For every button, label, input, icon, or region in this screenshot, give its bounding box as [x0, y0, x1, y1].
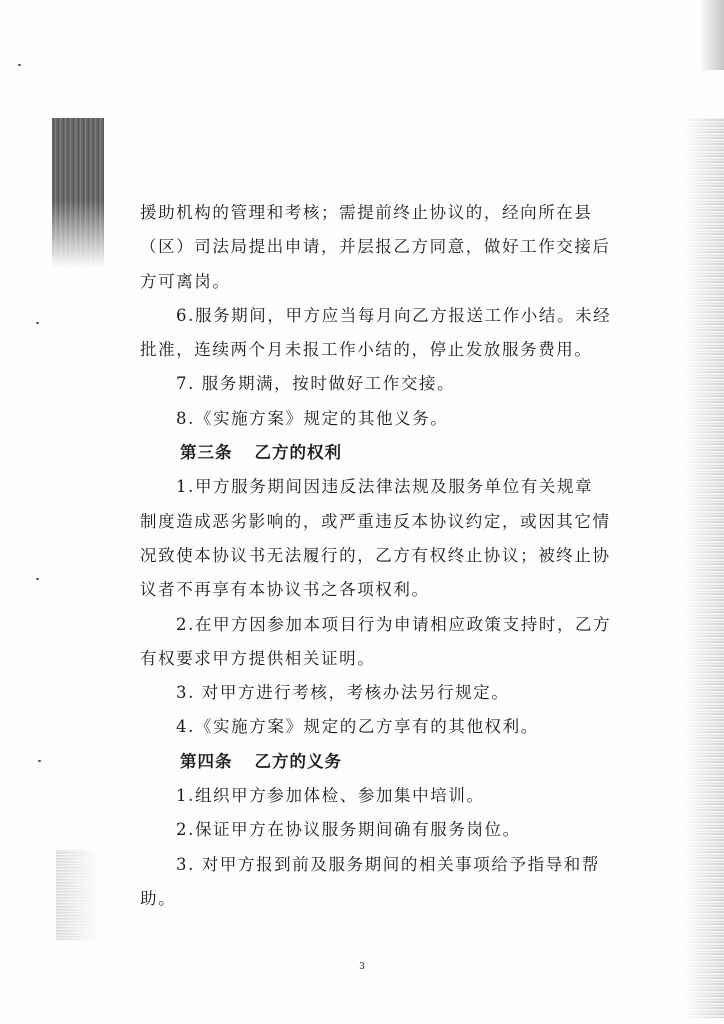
- scan-speck: [36, 322, 39, 324]
- article-4-number: 第四条: [180, 751, 233, 771]
- body-line: 方可离岗。: [140, 271, 231, 291]
- article-4-clause-2: 2.保证甲方在协议服务期间确有服务岗位。: [176, 820, 521, 840]
- article-3-title: 乙方的权利: [254, 443, 342, 463]
- scan-speck: [38, 760, 41, 762]
- body-line: 有权要求甲方提供相关证明。: [140, 648, 376, 668]
- clause-7: 7. 服务期满，按时做好工作交接。: [176, 374, 456, 394]
- body-line: 援助机构的管理和考核；需提前终止协议的，经向所在县: [140, 203, 593, 222]
- article-3-clause-4: 4.《实施方案》规定的乙方享有的其他权利。: [176, 717, 539, 737]
- article-4-heading: [140, 745, 616, 779]
- clause-8: 8.《实施方案》规定的其他义务。: [176, 408, 449, 428]
- scan-shadow-left-bottom: [56, 850, 100, 940]
- scan-speck: [18, 64, 21, 66]
- clause-6: 6.服务期间，甲方应当每月向乙方报送工作小结。未经: [176, 305, 612, 325]
- body-line: 助。: [140, 888, 177, 908]
- body-line: 制度造成恶劣影响的，或严重违反本协议约定，或因其它情: [140, 511, 611, 531]
- article-3-heading: [140, 436, 616, 470]
- scan-edge-shadow: [700, 0, 724, 70]
- article-3-clause-3: 3. 对甲方进行考核，考核办法另行规定。: [176, 683, 510, 703]
- scan-shadow-left: [52, 118, 104, 268]
- article-3-clause-1: 1.甲方服务期间因违反法律法规及服务单位有关规章: [176, 477, 594, 497]
- scan-speck: [36, 578, 39, 580]
- article-4-clause-1: 1.组织甲方参加体检、参加集中培训。: [176, 786, 485, 806]
- body-line: （区）司法局提出申请，并层报乙方同意，做好工作交接后: [140, 237, 611, 257]
- scan-shadow-right: [684, 118, 724, 1018]
- article-3-clause-2: 2.在甲方因参加本项目行为申请相应政策支持时，乙方: [176, 614, 612, 634]
- article-4-clause-3: 3. 对甲方报到前及服务期间的相关事项给予指导和帮: [176, 854, 600, 874]
- article-4-title: 乙方的义务: [254, 751, 342, 771]
- page-number: 3: [359, 962, 365, 972]
- body-line: 况致使本协议书无法履行的，乙方有权终止协议；被终止协: [140, 545, 611, 565]
- document-body: [140, 196, 616, 916]
- body-line: 批准，连续两个月未报工作小结的，停止发放服务费用。: [140, 340, 593, 360]
- body-line: 议者不再享有本协议书之各项权利。: [140, 580, 430, 600]
- article-3-number: 第三条: [180, 443, 233, 463]
